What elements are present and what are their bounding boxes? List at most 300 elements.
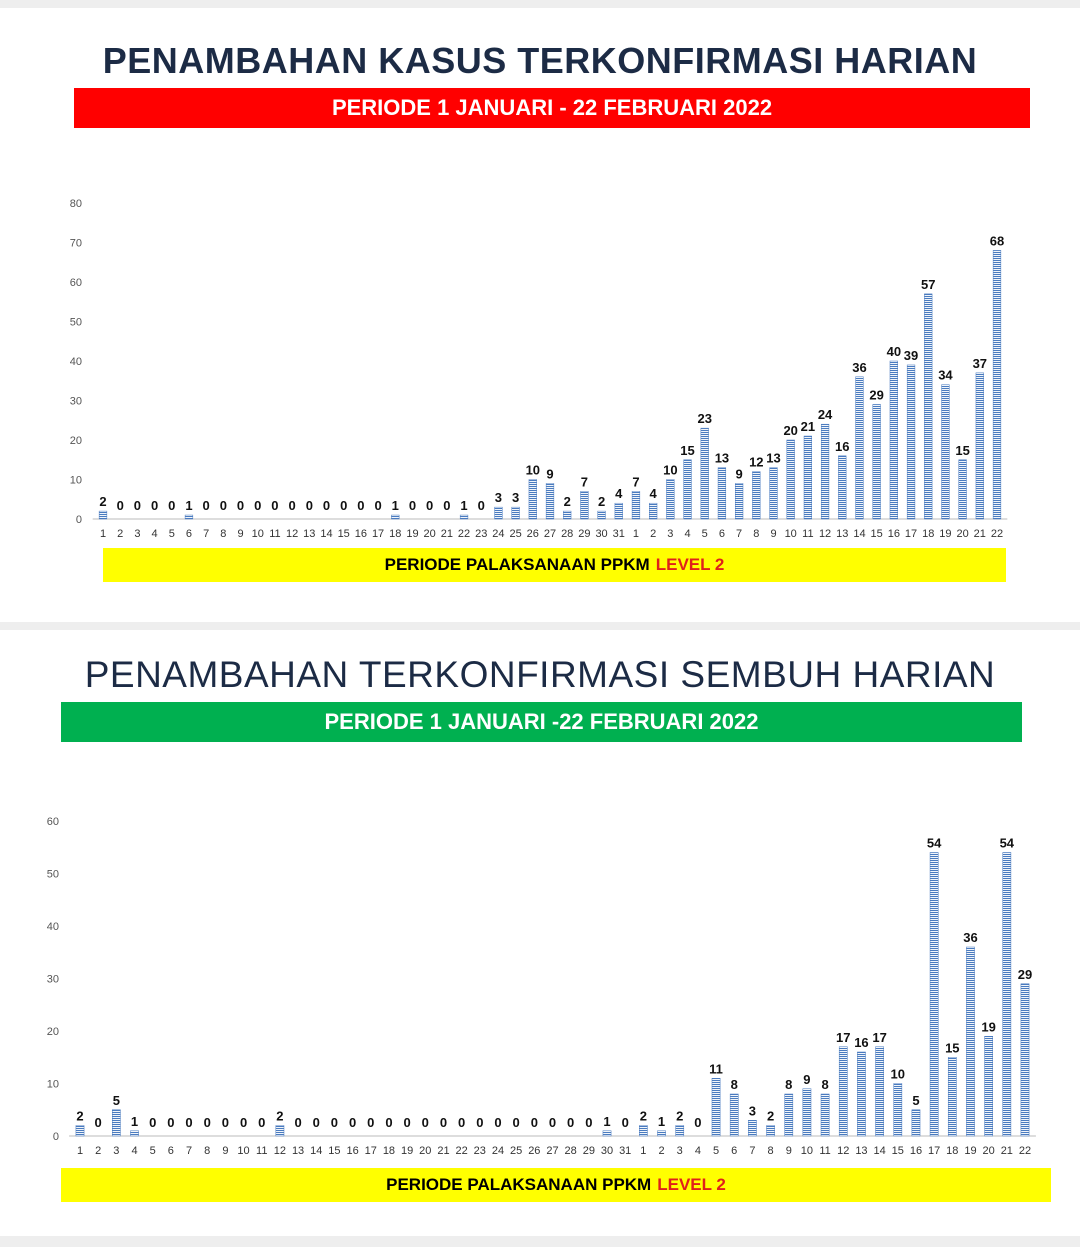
y-tick-label: 30 [69,395,82,408]
bar [976,373,984,519]
x-tick-label: 16 [887,528,900,540]
bar [676,1126,684,1137]
bar [942,385,950,519]
data-label: 15 [945,1040,960,1056]
bar [1021,984,1029,1136]
data-label: 0 [149,1115,157,1130]
y-tick-label: 70 [69,237,82,250]
bar [563,511,571,519]
data-label: 7 [632,474,640,490]
data-label: 0 [312,1115,320,1130]
data-label: 39 [903,347,919,363]
data-label: 0 [367,1115,375,1130]
y-tick-label: 50 [46,868,59,881]
x-tick-label: 7 [736,528,743,540]
data-label: 0 [116,498,124,513]
x-tick-label: 13 [855,1145,868,1157]
data-label: 1 [391,498,399,514]
x-tick-label: 30 [600,1145,614,1157]
bar [876,1047,884,1136]
data-label: 0 [408,498,417,513]
bar [787,440,795,519]
x-tick-label: 24 [492,528,505,540]
data-label: 0 [185,1115,193,1130]
x-tick-label: 16 [346,1145,359,1157]
x-tick-label: 7 [203,528,210,540]
bar [839,1047,847,1136]
data-label: 2 [639,1108,647,1124]
data-label: 23 [697,411,712,427]
x-tick-label: 18 [946,1145,959,1157]
data-label: 3 [511,490,520,506]
x-tick-label: 19 [964,1145,977,1157]
data-label: 34 [938,367,953,383]
x-tick-label: 10 [784,528,797,540]
data-label: 9 [803,1071,811,1087]
data-label: 0 [239,1115,248,1130]
data-label: 20 [783,423,798,438]
x-tick-label: 17 [364,1145,377,1157]
data-label: 0 [374,498,382,513]
data-label: 24 [817,407,833,423]
bar [924,294,932,519]
bar [512,507,520,519]
x-tick-label: 14 [310,1145,323,1157]
bar [76,1126,84,1137]
data-label: 0 [322,498,331,513]
bar [907,365,915,519]
y-tick-label: 0 [52,1131,59,1143]
bar [684,460,692,519]
bar [766,1126,774,1137]
data-label: 54 [926,835,942,851]
bar [649,503,657,519]
x-tick-label: 2 [658,1145,665,1157]
x-tick-label: 4 [151,528,158,540]
y-tick-label: 60 [69,277,82,289]
x-tick-label: 1 [76,1145,84,1157]
x-tick-label: 25 [510,1145,523,1157]
x-tick-label: 16 [354,528,368,540]
x-tick-label: 28 [561,528,574,540]
data-label: 5 [112,1092,120,1108]
x-tick-label: 2 [117,528,124,540]
data-label: 57 [920,276,936,292]
bar [752,472,760,519]
data-label: 0 [530,1115,538,1130]
x-tick-label: 10 [237,1145,250,1157]
data-label: 0 [512,1115,520,1130]
bar [959,460,967,519]
data-label: 0 [694,1115,702,1130]
x-tick-label: 2 [650,528,657,540]
bar [821,1094,829,1136]
x-tick-label: 9 [237,528,244,540]
x-tick-label: 9 [770,528,777,540]
x-tick-label: 20 [419,1145,432,1157]
x-tick-label: 8 [220,528,227,540]
x-tick-label: 4 [131,1145,138,1157]
x-tick-label: 29 [578,528,591,540]
x-tick-label: 26 [526,528,539,540]
bar [985,1036,993,1136]
data-label: 0 [133,498,142,513]
x-tick-label: 8 [767,1145,774,1157]
data-label: 0 [443,498,451,513]
bar [890,361,898,519]
x-tick-label: 27 [543,528,557,540]
data-label: 17 [836,1029,851,1045]
x-tick-label: 21 [437,1145,450,1157]
panel1-footer-band [103,548,1006,582]
data-label: 5 [912,1092,920,1108]
bar [770,468,778,519]
data-label: 9 [735,466,743,482]
panel1-period-label: PERIODE 1 JANUARI - 22 FEBRUARI 2022 [331,95,773,120]
data-label: 0 [439,1115,448,1130]
bar [701,428,709,519]
x-tick-label: 22 [990,528,1004,540]
panel1-footer-label: PERIODE PALAKSANAAN PPKM [384,555,650,574]
data-label: 0 [385,1115,393,1130]
x-tick-label: 27 [546,1145,559,1157]
panel2-footer-level: LEVEL 2 [657,1175,726,1194]
data-label: 0 [621,1115,629,1130]
data-label: 0 [421,1115,429,1130]
y-tick-label: 30 [46,973,59,986]
x-tick-label: 2 [95,1145,102,1157]
data-label: 16 [835,438,850,454]
data-label: 10 [525,462,541,478]
bar [912,1110,920,1136]
data-label: 2 [99,494,107,510]
x-tick-label: 17 [928,1145,941,1157]
x-tick-label: 5 [168,528,175,540]
data-label: 0 [219,498,227,513]
data-label: 0 [254,498,262,513]
data-label: 36 [852,359,867,375]
bar [666,480,674,520]
data-label: 13 [766,450,781,466]
data-label: 0 [330,1115,339,1130]
data-label: 21 [800,419,816,435]
panel2-title: PENAMBAHAN TERKONFIRMASI SEMBUH HARIAN [84,654,996,695]
x-tick-label: 6 [167,1145,174,1157]
bar [581,491,589,519]
data-label: 0 [150,498,159,513]
bar [804,436,812,519]
x-tick-label: 22 [1018,1145,1032,1157]
x-tick-label: 24 [491,1145,505,1157]
bar [639,1126,647,1137]
data-label: 8 [730,1077,738,1092]
x-tick-label: 3 [667,528,674,540]
x-tick-label: 10 [251,528,264,540]
x-tick-label: 13 [303,528,316,540]
y-tick-label: 10 [69,474,82,487]
data-label: 0 [426,498,434,513]
data-label: 0 [203,1115,211,1130]
data-label: 0 [167,1115,175,1130]
x-tick-label: 29 [582,1145,595,1157]
x-tick-label: 8 [753,528,760,540]
data-label: 13 [714,450,730,466]
data-label: 0 [403,1115,411,1130]
bar [857,1052,865,1136]
bar [529,480,537,520]
data-label: 0 [357,498,365,513]
data-label: 2 [276,1108,284,1124]
data-label: 15 [680,442,695,458]
data-label: 0 [271,498,279,513]
data-label: 16 [854,1035,869,1050]
y-tick-label: 0 [75,514,82,526]
bar [185,515,193,519]
bar [657,1131,665,1136]
x-tick-label: 15 [337,528,350,540]
x-tick-label: 11 [269,528,281,540]
bar [748,1120,756,1136]
bar [712,1078,720,1136]
bar [873,404,881,519]
bar [821,424,829,519]
y-tick-label: 10 [46,1078,59,1091]
x-tick-label: 11 [802,528,814,540]
x-tick-label: 6 [185,528,193,540]
x-tick-label: 4 [694,1145,701,1157]
x-tick-label: 18 [922,528,935,540]
data-label: 0 [477,498,485,513]
data-label: 37 [972,355,988,371]
data-label: 1 [185,498,193,514]
x-tick-label: 5 [701,528,708,540]
data-label: 17 [872,1029,887,1045]
bar [495,507,503,519]
data-label: 0 [94,1115,102,1130]
bar [993,250,1001,519]
x-tick-label: 23 [475,528,488,540]
bar [785,1094,793,1136]
data-label: 0 [258,1115,266,1130]
x-tick-label: 12 [818,528,832,540]
x-tick-label: 20 [423,528,436,540]
data-label: 2 [597,494,606,510]
x-tick-label: 21 [973,528,986,540]
x-tick-label: 14 [873,1145,886,1157]
data-label: 9 [546,466,554,482]
panel2-period-label: PERIODE 1 JANUARI -22 FEBRUARI 2022 [324,709,759,734]
x-tick-label: 9 [785,1145,792,1157]
data-label: 0 [168,498,176,513]
x-tick-label: 1 [99,528,107,540]
panel1-footer-level: LEVEL 2 [655,555,725,574]
data-label: 0 [476,1115,484,1130]
data-label: 0 [236,498,245,513]
data-label: 4 [649,486,657,502]
data-label: 10 [890,1066,906,1082]
x-tick-label: 1 [632,528,640,540]
y-tick-label: 40 [46,921,59,933]
x-tick-label: 31 [619,1145,632,1157]
x-tick-label: 15 [870,528,883,540]
panel1-title: PENAMBAHAN KASUS TERKONFIRMASI HARIAN [102,40,978,81]
data-label: 3 [494,490,503,506]
bar [632,491,640,519]
x-tick-label: 8 [204,1145,211,1157]
bar [276,1126,284,1137]
x-tick-label: 23 [473,1145,486,1157]
recovered-cases-chart [0,630,1080,1170]
x-tick-label: 15 [328,1145,341,1157]
bar [930,853,938,1137]
x-tick-label: 18 [389,528,402,540]
bar [894,1084,902,1137]
data-label: 1 [460,498,468,514]
bar [948,1057,956,1136]
data-label: 0 [585,1115,593,1130]
x-tick-label: 5 [712,1145,720,1157]
panel2-footer-label: PERIODE PALAKSANAAN PPKM [386,1175,652,1194]
data-label: 2 [676,1108,684,1124]
x-tick-label: 26 [528,1145,541,1157]
x-tick-label: 7 [749,1145,756,1157]
data-label: 0 [348,1115,357,1130]
x-tick-label: 22 [457,528,471,540]
data-label: 2 [76,1108,84,1124]
data-label: 1 [130,1113,139,1129]
y-tick-label: 60 [46,816,59,828]
bar [99,511,107,519]
data-label: 0 [305,498,313,513]
x-tick-label: 19 [939,528,952,540]
data-label: 2 [563,494,571,510]
recovered-cases-panel [0,630,1080,1236]
x-tick-label: 1 [640,1145,647,1157]
x-tick-label: 15 [891,1145,904,1157]
x-tick-label: 31 [612,528,625,540]
data-label: 0 [202,498,210,513]
bar [856,377,864,519]
data-label: 3 [748,1103,757,1119]
y-tick-label: 20 [46,1026,59,1038]
x-tick-label: 18 [382,1145,396,1157]
data-label: 36 [963,930,978,945]
data-label: 7 [580,474,589,490]
y-tick-label: 20 [69,435,82,447]
x-tick-label: 19 [400,1145,414,1157]
data-label: 19 [981,1019,996,1035]
bar [460,515,468,519]
bar [546,483,554,519]
data-label: 68 [989,233,1005,249]
y-tick-label: 40 [69,356,82,368]
x-tick-label: 16 [909,1145,923,1157]
x-tick-label: 12 [837,1145,850,1157]
x-tick-label: 21 [1000,1145,1013,1157]
data-label: 0 [494,1115,502,1130]
x-tick-label: 19 [406,528,419,540]
bar [603,1131,611,1136]
x-tick-label: 17 [904,528,918,540]
data-label: 0 [288,498,296,513]
data-label: 0 [340,498,348,513]
x-tick-label: 4 [684,528,691,540]
x-tick-label: 3 [113,1145,120,1157]
bar [803,1089,811,1136]
x-tick-label: 14 [320,528,333,540]
x-tick-label: 13 [836,528,849,540]
data-label: 0 [458,1115,466,1130]
x-tick-label: 9 [222,1145,229,1157]
confirmed-cases-panel [0,8,1080,622]
bar [615,503,623,519]
x-tick-label: 13 [291,1145,305,1157]
x-tick-label: 6 [718,528,725,540]
bar [718,468,726,519]
data-label: 0 [567,1115,575,1130]
x-tick-label: 22 [455,1145,468,1157]
bar [735,483,743,519]
bar [1003,853,1011,1137]
x-tick-label: 6 [731,1145,738,1157]
x-tick-label: 3 [676,1145,683,1157]
x-tick-label: 25 [509,528,522,540]
bar [966,947,974,1136]
data-label: 29 [1017,966,1033,982]
y-tick-label: 80 [69,198,82,210]
data-label: 8 [785,1077,793,1092]
x-tick-label: 21 [440,528,453,540]
bar [838,456,846,519]
x-tick-label: 28 [564,1145,577,1157]
x-tick-label: 3 [134,528,141,540]
bar [130,1131,138,1136]
data-label: 0 [294,1115,302,1130]
x-tick-label: 7 [185,1145,193,1157]
x-tick-label: 12 [285,528,299,540]
data-label: 10 [663,462,678,478]
x-tick-label: 30 [595,528,608,540]
y-tick-label: 50 [69,316,82,329]
data-label: 4 [615,486,623,502]
data-label: 40 [886,344,902,359]
confirmed-cases-chart [0,8,1080,548]
x-tick-label: 20 [982,1145,995,1157]
bar [730,1094,738,1136]
x-tick-label: 11 [819,1145,831,1157]
data-label: 12 [749,454,764,470]
data-label: 2 [766,1108,775,1124]
data-label: 0 [221,1115,230,1130]
x-tick-label: 5 [149,1145,156,1157]
x-tick-label: 11 [256,1145,268,1157]
bar [598,511,606,519]
data-label: 0 [548,1115,557,1130]
data-label: 15 [955,442,970,458]
bar [112,1110,120,1136]
data-label: 11 [709,1061,723,1077]
x-tick-label: 17 [371,528,385,540]
x-tick-label: 14 [853,528,866,540]
panel2-footer-band [61,1168,1051,1202]
data-label: 8 [821,1077,829,1092]
data-label: 1 [603,1113,611,1129]
data-label: 54 [999,835,1015,851]
x-tick-label: 20 [956,528,969,540]
bar [391,515,399,519]
x-tick-label: 10 [800,1145,814,1157]
data-label: 29 [869,387,884,403]
